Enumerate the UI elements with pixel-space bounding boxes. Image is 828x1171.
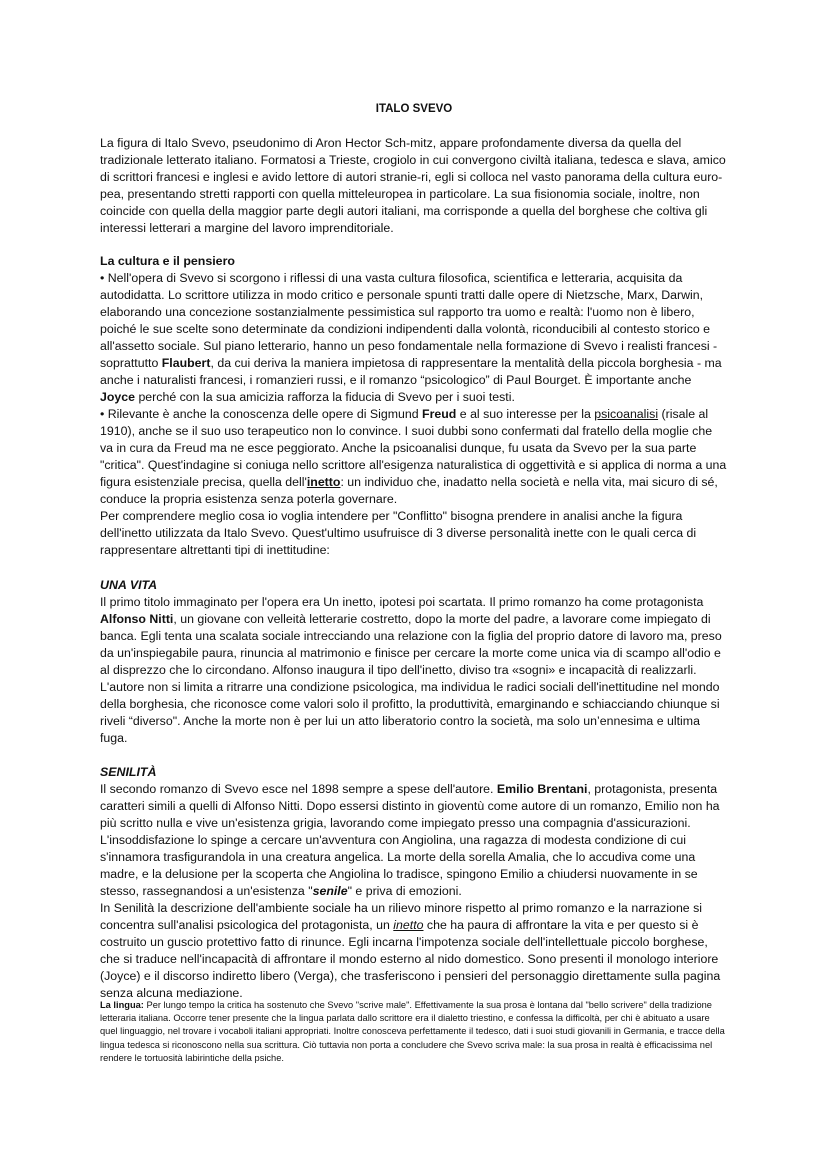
text-run: Il primo titolo immaginato per l'opera era Un inetto, ipotesi poi scartata. Il primo romanzo ha come protagonista: [100, 595, 704, 609]
text-run: In Senilità la descrizione dell'ambiente sociale ha un rilievo minore rispetto al primo romanzo e la narrazione si concentra sull'analisi psicologica del protagonista, un: [100, 901, 703, 932]
bold-emilio-brentani: Emilio Brentani: [496, 782, 588, 796]
cultura-paragraph-2: [100, 406, 728, 508]
cultura-heading: La cultura e il pensiero: [100, 254, 235, 268]
lingua-label: La lingua:: [100, 1000, 144, 1010]
underline-psicoanalisi: psicoanalisi: [594, 407, 659, 421]
section-cultura: [100, 253, 728, 559]
text-run: , protagonista, presenta caratteri simili a quelli di Alfonso Nitti. Dopo essersi distinto in gioventù come autore di un romanzo, Emilio non ha più scritto nulla e vive un'esistenza grigia, lavorando come impiegato presso una compagnia d'assicurazioni. L'insoddisfazione lo spinge a cercare un'avventura con Angiolina, una ragazza di modesta condizione di cui s'innamora trasfigurandola in una creatura angelica. La morte della sorella Amalia, che lo accudiva come una madre, e la delusione per la scoperta che Angiolina lo tradisce, spingono Emilio a chiudersi nuovamente in se stesso, rassegnandosi a un'esistenza ": [100, 782, 720, 898]
text-run: e al suo interesse per la: [456, 407, 595, 421]
bold-italic-senile: senile: [312, 884, 348, 898]
cultura-paragraph-3: Per comprendere meglio cosa io voglia intendere per "Conflitto" bisogna prendere in analisi anche la figura dell'inetto utilizzata da Italo Svevo. Quest'ultimo usufruisce di 3 diverse personalità inette con le quali cerca di rappresentare altrettanti tipi di inettitudine:: [100, 509, 697, 557]
text-run: (risale al 1910), anche se il suo uso terapeutico non lo convince. I suoi dubbi sono confermati dal fratello della moglie che va in cura da Freud ma ne esce peggiorato. Anche la psicoanalisi dunque, fu usata da Svevo per la sua parte "critica". Quest'indagine si coniuga nello scrittore all'esigenza naturalistica di oggettività e si applica di norma a una figura esistenziale precisa, quella dell': [100, 407, 727, 489]
text-run: perché con la sua amicizia rafforza la fiducia di Svevo per i suoi testi.: [135, 390, 515, 404]
una-vita-heading: UNA VITA: [100, 578, 158, 592]
intro-text: La figura di Italo Svevo, pseudonimo di Aron Hector Sch-mitz, appare profondamente diversa da quella del tradizionale letterato italiano. Formatosi a Trieste, crogiolo in cui convergono civiltà italiana, tedesca e slava, amico di scrittori francesi e inglesi e avido lettore di autori stranie-ri, egli si colloca nel vasto panorama della cultura euro-pea, presentando stretti rapporti con quella mitteleuropea in particolare. La sua fisionomia sociale, inoltre, non coincide con quella della maggior parte degli autori italiani, ma corrisponde a quella del borghese che coltiva gli interessi letterari a margine del lavoro imprenditoriale.: [100, 136, 726, 235]
text-run: • Rilevante è anche la conoscenza delle opere di Sigmund: [100, 407, 423, 421]
section-senilita: [100, 764, 728, 1002]
text-run: • Nell'opera di Svevo si scorgono i riflessi di una vasta cultura filosofica, scientifica e letteraria, acquisita da autodidatta. Lo scrittore utilizza in modo critico e personale spunti tratti dalle opere di Nietzsche, Marx, Darwin, elaborando una concezione sostanzialmente pessimistica sul rapporto tra uomo e realtà: l'uomo non è libero, poiché le sue scelte sono determinate da condizioni indipendenti dalla volontà, riconducibili al contesto storico e all'assetto sociale. Sul piano letterario, hanno un peso fondamentale nella formazione di Svevo i realisti francesi - soprattutto: [100, 271, 718, 370]
text-run: Per lungo tempo la critica ha sostenuto che Svevo "scrive male". Effettivamente la sua prosa è lontana dal "bello scrivere" della tradizione letteraria italiana. Occorre tener presente che la lingua parlata dallo scrittore era il dialetto triestino, e confessa la difficoltà, per chi è abituato a usare quel linguaggio, nel trovare i vocaboli italiani appropriati. Inoltre conosceva perfettamente il tedesco, dati i suoi studi giovanili in Germania, e tracce della lingua tedesca si riconoscono nella sua scrittura. Ciò tuttavia non porta a concludere che Svevo scriva male: la sua prosa in realtà è efficacissima nel rendere le tortuosità labirintiche della psiche.: [100, 1000, 725, 1063]
senilita-paragraph-2: [100, 900, 728, 1002]
bold-freud: Freud: [422, 407, 457, 421]
text-run: , da cui deriva la maniera impietosa di rappresentare la mentalità della piccola borghesia - ma anche i naturalisti francesi, i romanzieri russi, e il romanzo “psicologico” di Paul Bourget. È importante anche: [100, 356, 722, 387]
text-run: Il secondo romanzo di Svevo esce nel 1898 sempre a spese dell'autore.: [100, 782, 497, 796]
text-run: : un individuo che, inadatto nella società e nella vita, mai sicuro di sé, conduce la propria esistenza senza poterla governare.: [100, 475, 718, 506]
page-title: ITALO SVEVO: [375, 103, 453, 115]
bold-underline-inetto: inetto: [306, 475, 341, 489]
cultura-paragraph-1: [100, 270, 728, 406]
text-run: " e priva di emozioni.: [347, 884, 462, 898]
text-run: , un giovane con velleità letterarie costretto, dopo la morte del padre, a lavorare come impiegato di banca. Egli tenta una scalata sociale intrecciando una relazione con la figlia del proprio datore di lavoro ma, preso da un'inspiegabile paura, rinuncia al matrimonio e finisce per cercare la morte come unica via di scampo all'odio e al disprezzo che lo circondano. Alfonso inaugura il tipo dell'inetto, diviso tra «sogni» e incapacità di realizzarli. L'autore non si limita a ritrarre una condizione psicologica, ma individua le radici sociali dell'inettitudine nel mondo della borghesia, che riconosce come valori solo il profitto, la produttività, emarginando e schiacciando chiunque si riveli “diverso". Anche la morte non è per lui un atto liberatorio contro la società, ma solo un’ennesima e ultima fuga.: [100, 612, 722, 745]
italic-underline-inetto: inetto: [393, 918, 424, 932]
section-lingua: [100, 999, 728, 1065]
senilita-paragraph-1: [100, 781, 728, 900]
intro-paragraph: [100, 135, 728, 237]
text-run: che ha paura di affrontare la vita e per questo si è costruito un guscio protettivo fatto di rinunce. Egli incarna l'impotenza sociale dell'intellettuale piccolo borghese, che si traduce nell'incapacità di affrontare il mondo esterno al nido domestico. Sono presenti il monologo interiore (Joyce) e il discorso indiretto libero (Verga), che trasferiscono i pensieri del personaggio direttamente sulla pagina senza alcuna mediazione.: [100, 918, 721, 1000]
section-una-vita: [100, 577, 728, 747]
bold-alfonso-nitti: Alfonso Nitti: [100, 612, 174, 626]
senilita-heading: SENILITÀ: [100, 765, 157, 779]
bold-joyce: Joyce: [100, 390, 136, 404]
una-vita-paragraph: [100, 594, 728, 747]
lingua-paragraph: [100, 999, 728, 1065]
bold-flaubert: Flaubert: [161, 356, 211, 370]
